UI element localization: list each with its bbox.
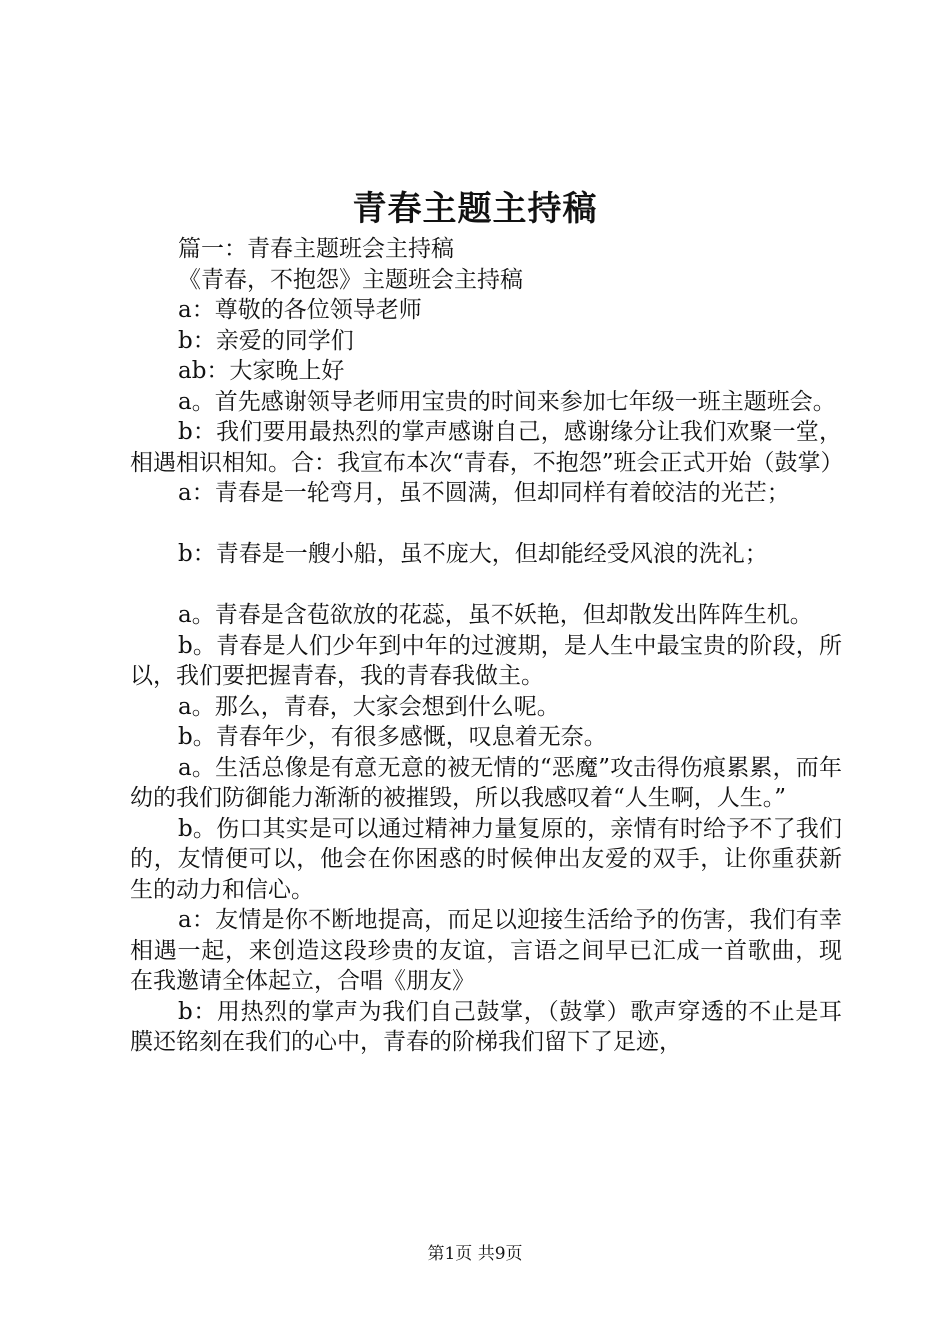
paragraph-3: a：尊敬的各位领导老师 xyxy=(178,297,422,323)
document-body xyxy=(130,234,842,1058)
paragraph-8: a：青春是一轮弯月，虽不圆满，但却同样有着皎洁的光芒； xyxy=(178,480,790,506)
paragraph-6: a。首先感谢领导老师用宝贵的时间来参加七年级一班主题班会。 xyxy=(178,388,836,415)
paragraph-15: b。伤口其实是可以通过精神力量复原的，亲情有时给予不了我们的，友情便可以，他会在你困惑的时候伸出友爱的双手，让你重获新生的动力和信心。 xyxy=(130,815,842,903)
document-title: 青春主题主持稿 xyxy=(352,189,598,229)
page-footer: 第1页 共9页 xyxy=(427,1244,523,1264)
paragraph-7: b：我们要用最热烈的掌声感谢自己，感谢缘分让我们欢聚一堂，相遇相识相知。合：我宣布本次“青春，不抱怨”班会正式开始（鼓掌） xyxy=(130,419,844,476)
paragraph-11: b。青春是人们少年到中年的过渡期，是人生中最宝贵的阶段，所以，我们要把握青春，我的青春我做主。 xyxy=(130,632,842,689)
paragraph-1: 篇一：青春主题班会主持稿 xyxy=(178,236,454,262)
paragraph-13: b。青春年少，有很多感慨，叹息着无奈。 xyxy=(178,724,607,750)
paragraph-10: a。青春是含苞欲放的花蕊，虽不妖艳，但却散发出阵阵生机。 xyxy=(178,602,813,628)
paragraph-16: a：友情是你不断地提高，而足以迎接生活给予的伤害，我们有幸相遇一起，来创造这段珍贵的友谊，言语之间早已汇成一首歌曲，现在我邀请全体起立，合唱《朋友》 xyxy=(130,907,842,994)
paragraph-4: b：亲爱的同学们 xyxy=(178,327,354,354)
paragraph-17: b：用热烈的掌声为我们自己鼓掌，（鼓掌）歌声穿透的不止是耳膜还铭刻在我们的心中，青春的阶梯我们留下了足迹， xyxy=(130,998,842,1055)
paragraph-14: a。生活总像是有意无意的被无情的“恶魔”攻击得伤痕累累，而年幼的我们防御能力渐渐的被摧毁，所以我感叹着“人生啊，人生。” xyxy=(130,754,842,811)
paragraph-5: ab：大家晚上好 xyxy=(178,358,345,384)
paragraph-12: a。那么，青春，大家会想到什么呢。 xyxy=(178,693,560,720)
paragraph-9: b：青春是一艘小船，虽不庞大，但却能经受风浪的洗礼； xyxy=(178,541,768,567)
blank-line xyxy=(130,570,842,601)
paragraph-2: 《青春，不抱怨》主题班会主持稿 xyxy=(178,266,523,293)
blank-line xyxy=(130,509,842,540)
